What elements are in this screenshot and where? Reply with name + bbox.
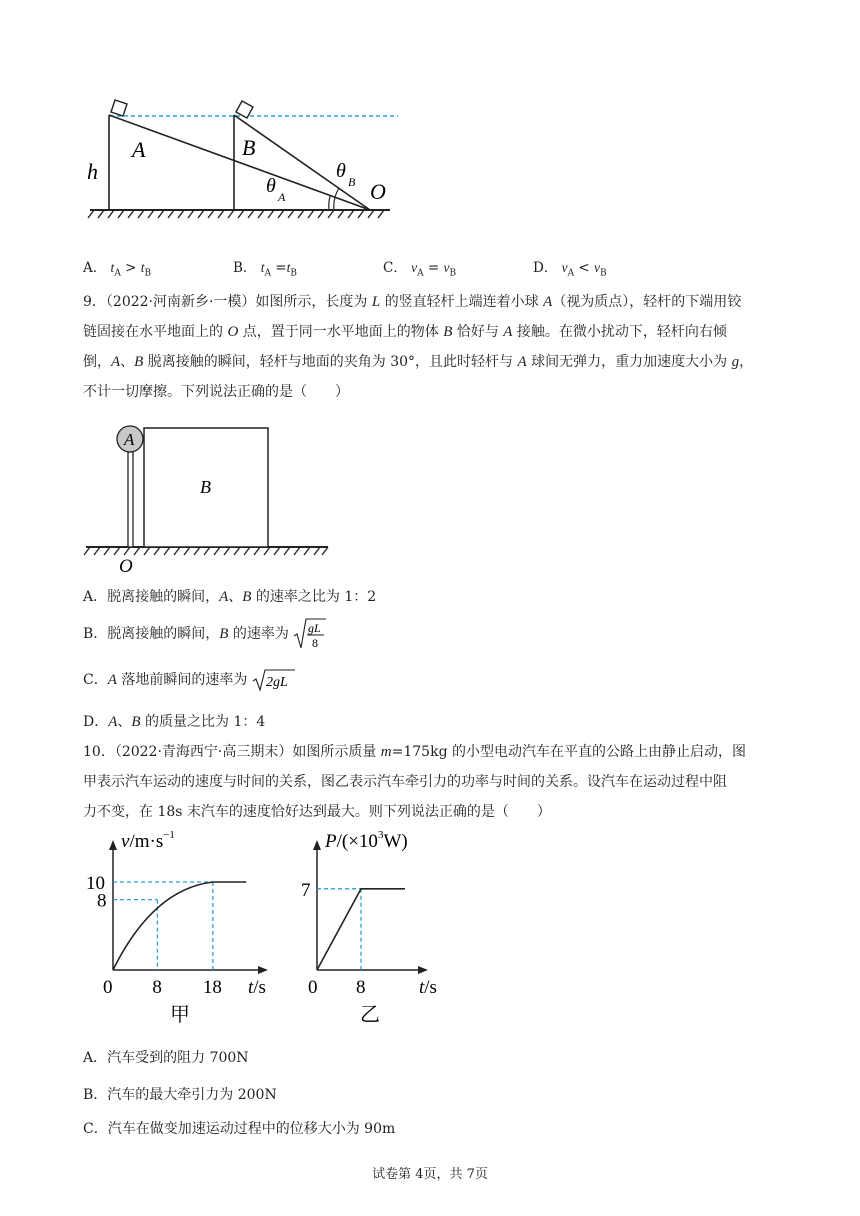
q10-line-2: 甲表示汽车运动的速度与时间的关系，图乙表示汽车牵引力的功率与时间的关系。设汽车在运动过程中阻	[83, 774, 727, 790]
q9-stem	[83, 287, 783, 407]
q9-line-3: 倒，A、B 脱离接触的瞬间，轻杆与地面的夹角为 30°，且此时轻杆与 A 球间无弹力，重力加速度大小为 g，	[83, 354, 754, 370]
power-curve	[317, 889, 405, 970]
chart1-origin: 0	[103, 977, 113, 998]
q9-line-4: 不计一切摩擦。下列说法正确的是（ ）	[83, 384, 349, 400]
chart1-title: 甲	[170, 1004, 190, 1026]
fig9-label-o: O	[119, 556, 133, 577]
label-theta-b-sub: B	[348, 175, 356, 189]
svg-text:2gL: 2gL	[265, 675, 288, 690]
sqrt-2gl	[252, 668, 296, 692]
chart2-ylabel: $P/(\times 10^3W)$	[325, 829, 408, 852]
q10-line-1: 10．（2022·青海西宁·高三期末）如图所示质量 m=175kg 的小型电动汽车在平直的公路上由静止启动，图	[83, 744, 746, 760]
q9-option-a[interactable]: A．脱离接触的瞬间，A、B 的速率之比为 1：2	[83, 589, 377, 605]
q10-line-3: 力不变，在 18s 末汽车的速度恰好达到最大。则下列说法正确的是（ ）	[83, 804, 551, 820]
q10-stem	[83, 737, 783, 827]
fig9-label-a: A	[124, 430, 135, 449]
y-tick-label: 8	[97, 890, 107, 912]
q8-option-d[interactable]: D． $v_A < v_B$	[533, 260, 607, 279]
label-theta-a: θ	[266, 175, 276, 197]
fig9-label-b: B	[200, 477, 211, 497]
svg-text:8: 8	[312, 636, 319, 650]
svg-text:gL: gL	[308, 621, 322, 635]
label-a: A	[132, 137, 146, 162]
q9-option-c[interactable]: C．A 落地前瞬间的速率为 2gL	[83, 668, 296, 692]
chart1-ylabel: $v/m\cdot s^{-1}$	[121, 829, 175, 852]
q10-option-c[interactable]: C．汽车在做变加速运动过程中的位移大小为 90m	[83, 1121, 396, 1137]
x-tick-label: 8	[152, 977, 162, 998]
q9-option-d[interactable]: D．A、B 的质量之比为 1：4	[83, 714, 266, 730]
figure-inclines	[80, 95, 410, 220]
label-o: O	[370, 179, 386, 204]
q9-line-1: 9．（2022·河南新乡·一模）如图所示，长度为 L 的竖直轻杆上端连着小球 A（视为质点），轻杆的下端用铰	[83, 294, 742, 310]
chart2-title: 乙	[360, 1004, 380, 1026]
q8-option-c[interactable]: C． $v_A = v_B$	[383, 260, 457, 279]
chart-velocity-time	[80, 825, 290, 1035]
label-theta-b: θ	[336, 160, 346, 182]
page-footer: 试卷第 4页，共 7页	[372, 1167, 488, 1182]
q10-option-a[interactable]: A．汽车受到的阻力 700N	[83, 1050, 249, 1066]
label-theta-a-sub: A	[278, 190, 286, 204]
x-tick-label: 18	[202, 977, 222, 998]
velocity-curve	[113, 882, 246, 970]
y-tick-label: 7	[301, 879, 311, 901]
q9-line-2: 链固接在水平地面上的 O 点，置于同一水平地面上的物体 B 恰好与 A 接触。在微小扰动下，轻杆向右倾	[83, 324, 727, 340]
sqrt-gl-over-8	[293, 617, 327, 651]
chart-power-time	[300, 825, 460, 1035]
x-tick-label: 8	[356, 977, 366, 998]
chart2-xlabel: t/s	[419, 977, 437, 998]
label-h: h	[87, 159, 98, 184]
label-b: B	[242, 135, 256, 160]
q8-option-a[interactable]: A． $t_A > t_B$	[83, 260, 152, 279]
q10-option-b[interactable]: B．汽车的最大牵引力为 200N	[83, 1087, 277, 1103]
y-tick-label: 10	[86, 873, 105, 894]
q9-option-b[interactable]: B．脱离接触的瞬间，B 的速率为 gL 8	[83, 617, 327, 651]
chart1-guides	[113, 882, 213, 970]
figure-rod-block	[80, 418, 340, 578]
q8-option-b[interactable]: B． $t_A =t_B$	[233, 260, 297, 279]
chart2-origin: 0	[308, 977, 318, 998]
chart1-xlabel: t/s	[248, 977, 266, 998]
